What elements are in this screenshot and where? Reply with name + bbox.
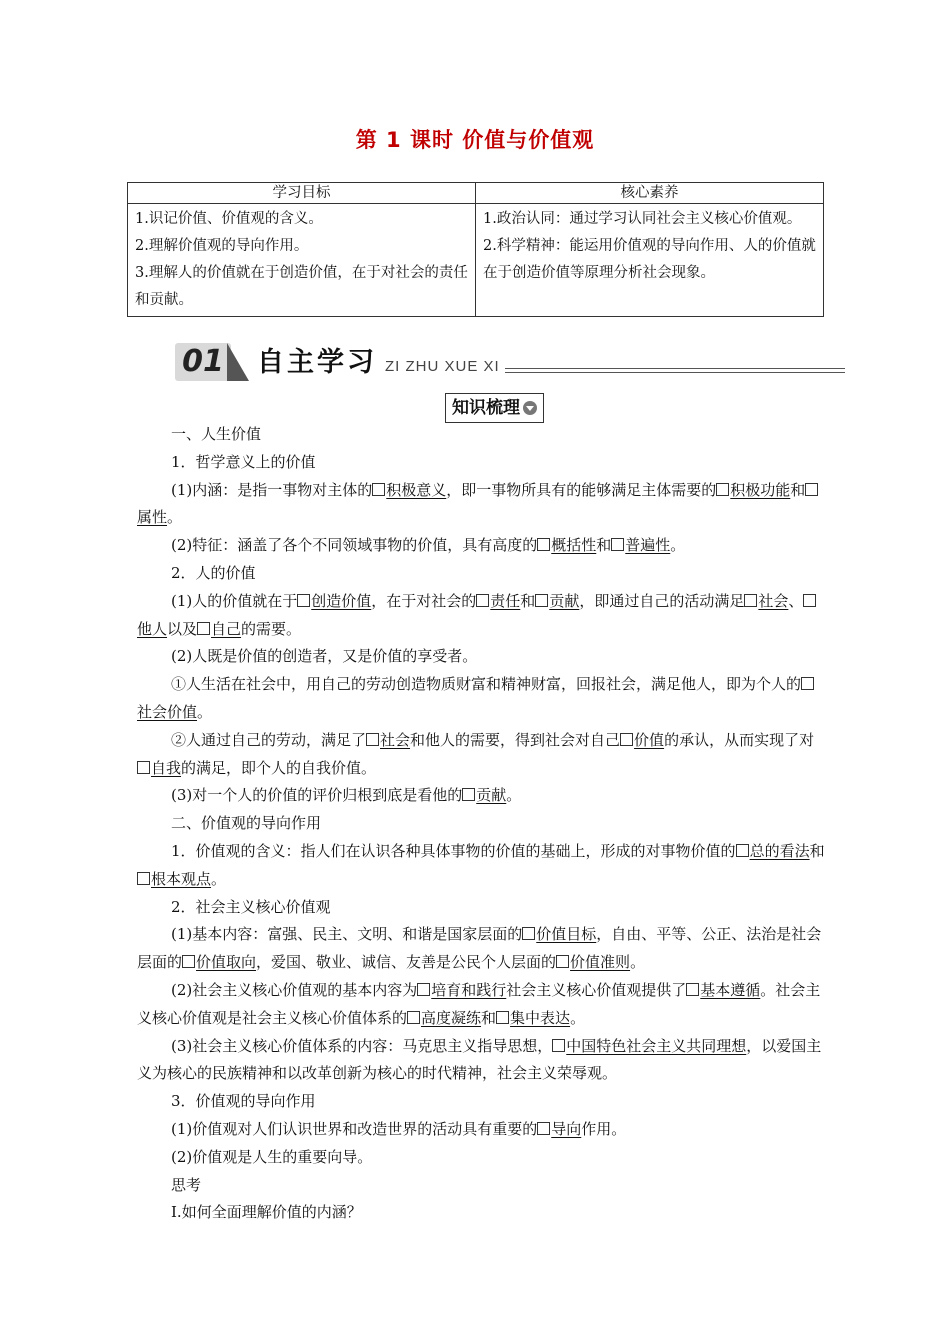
triangle-down-icon [523,401,537,415]
thinking-label: 思考 [171,1175,202,1194]
goal-item: 1.识记价值、价值观的含义。 [135,211,323,227]
answer-blank: 高度凝练 [421,1008,482,1027]
goals-cell [128,204,476,317]
subsection-heading: 1．哲学意义上的价值 [171,452,316,471]
paragraph: (3)社会主义核心价值体系的内容：马克思主义指导思想， 中国特色社会主义共同理想，以爱国主义为核心的民族精神和以改革创新为核心的时代精神，社会主义荣辱观。 [137,1036,822,1083]
answer-blank: 积极功能 [730,480,791,499]
goal-item: 2.理解价值观的导向作用。 [135,238,309,254]
section-title: 自主学习 [257,347,377,378]
answer-blank: 责任 [490,591,521,610]
goals-header: 学习目标 [128,183,476,204]
answer-blank: 贡献 [549,591,580,610]
answer-blank: 他人 [137,619,168,638]
answer-blank: 贡献 [476,786,507,805]
paragraph: (1)基本内容：富强、民主、文明、和谐是国家层面的 价值目标，自由、平等、公正、法治是社会层面的 价值取向，爱国、敬业、诚信、友善是公民个人层面的 价值准则。 [137,925,822,972]
document-body [137,421,827,1227]
answer-blank: 属性 [137,508,168,527]
section-pinyin: ZI ZHU XUE XI [385,358,500,375]
answer-blank: 社会价值 [137,702,198,721]
literacy-header: 核心素养 [476,183,824,204]
knowledge-label [445,393,544,423]
banner-slash-decoration [227,343,249,381]
answer-blank: 价值目标 [536,925,597,944]
paragraph: (3)对一个人的价值的评价归根到底是看他的 贡献。 [171,786,522,805]
answer-blank: 自我 [151,758,182,777]
paragraph: ②人通过自己的劳动，满足了 社会和他人的需要，得到社会对自己 价值的承认，从而实现了对自我的满足，即个人的自我价值。 [137,727,827,783]
subsection-heading: 2．社会主义核心价值观 [171,897,331,916]
paragraph: (2)人既是价值的创造者，又是价值的享受者。 [171,647,478,666]
subsection-heading: 2．人的价值 [171,563,256,582]
paragraph: ①人生活在社会中，用自己的劳动创造物质财富和精神财富，回报社会，满足他人，即为个人的社会价值。 [137,671,827,727]
answer-blank: 导向 [551,1119,582,1138]
section-number: 01 [175,343,231,381]
answer-blank: 根本观点 [151,869,212,888]
answer-blank: 价值 [634,730,665,749]
answer-blank: 自己 [211,619,242,638]
page-title: 第 1 课时 价值与价值观 [355,128,595,152]
answer-blank: 社会 [380,730,411,749]
paragraph: (2)社会主义核心价值观的基本内容为 培育和践行社会主义核心价值观提供了 基本遵循。社会主义核心价值观是社会主义核心价值体系的 高度凝练和 集中表达。 [137,980,821,1027]
question: Ⅰ.如何全面理解价值的内涵？ [171,1203,362,1222]
answer-blank: 普遍性 [625,536,671,555]
section-heading: 二、价值观的导向作用 [171,814,322,833]
answer-blank: 价值取向 [196,953,257,972]
answer-blank: 概括性 [551,536,597,555]
section-heading: 一、人生价值 [171,425,262,443]
literacy-cell [476,204,824,317]
answer-blank: 积极意义 [386,480,447,499]
literacy-item: 1.政治认同：通过学习认同社会主义核心价值观。 [483,211,802,227]
paragraph: (1)人的价值就在于 创造价值，在于对社会的 责任和 贡献，即通过自己的活动满足 社会、他人以及 自己的需要。 [137,588,827,644]
answer-blank: 集中表达 [510,1008,571,1027]
answer-blank: 基本遵循 [700,980,761,999]
paragraph: (1)内涵：是指一事物对主体的 积极意义，即一事物所具有的能够满足主体需要的 积极功能和属性。 [137,477,827,533]
knowledge-label-text: 知识梳理 [452,398,520,418]
answer-blank: 创造价值 [311,591,372,610]
answer-blank: 价值准则 [570,953,631,972]
paragraph: (2)特征：涵盖了各个不同领域事物的价值，具有高度的 概括性和 普遍性。 [171,536,686,555]
paragraph: (2)价值观是人生的重要向导。 [171,1147,373,1166]
goal-item: 3.理解人的价值就在于创造价值，在于对社会的责任和贡献。 [135,265,468,308]
subsection-heading: 3．价值观的导向作用 [171,1092,316,1111]
literacy-item: 2.科学精神：能运用价值观的导向作用、人的价值就在于创造价值等原理分析社会现象。 [483,238,816,281]
section-banner [175,340,845,386]
learning-goals-table [127,182,824,317]
paragraph: 1．价值观的含义：指人们在认识各种具体事物的价值的基础上，形成的对事物价值的 总的看法和根本观点。 [137,838,827,894]
banner-divider [505,368,845,373]
answer-blank: 总的看法 [749,841,810,860]
answer-blank: 培育和践行 [431,980,507,999]
answer-blank: 社会 [758,591,789,610]
answer-blank: 中国特色社会主义共同理想 [566,1036,747,1055]
paragraph: (1)价值观对人们认识世界和改造世界的活动具有重要的 导向作用。 [171,1119,627,1138]
